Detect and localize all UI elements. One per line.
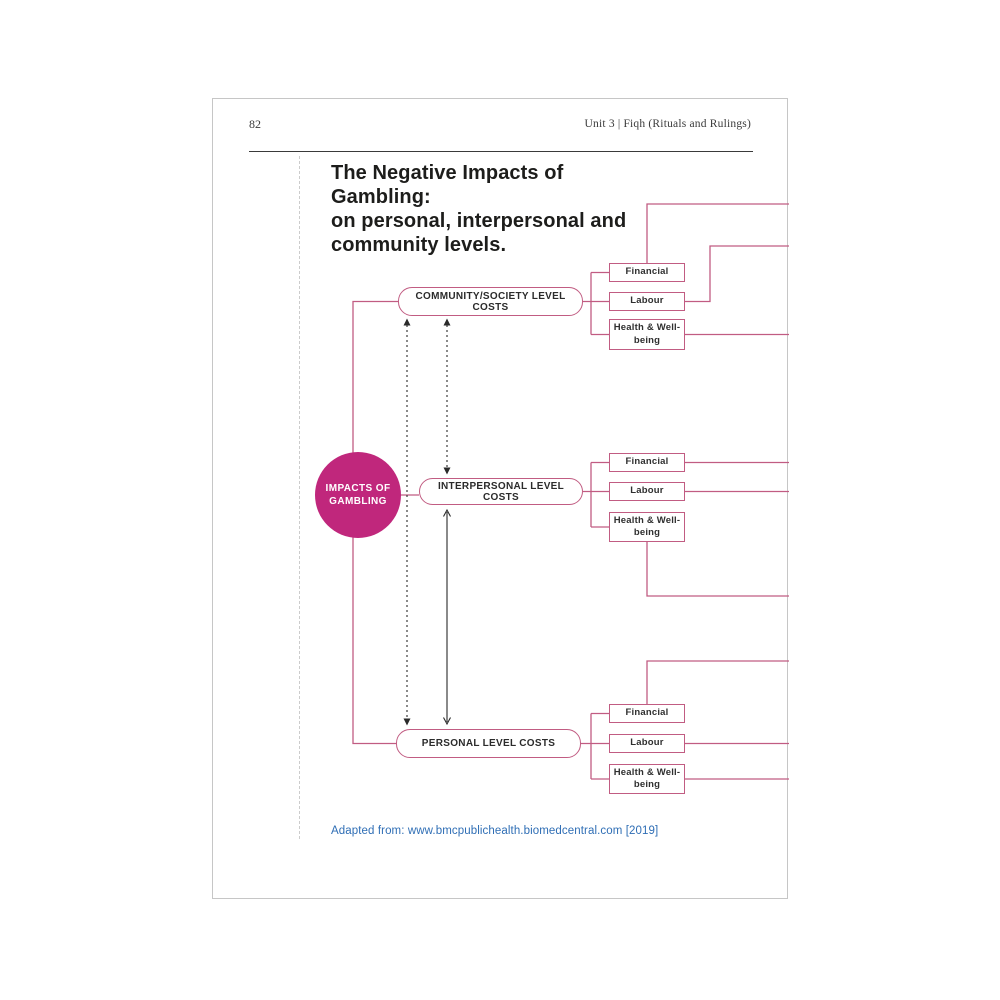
personal-labour-node [609, 734, 685, 753]
personal-level-label: PERSONAL LEVEL COSTS [421, 738, 556, 749]
figure-title-line: The Negative Impacts of Gambling: [331, 162, 564, 208]
header-section: Unit 3 | Fiqh (Rituals and Rulings) [584, 118, 751, 130]
document-page [212, 98, 788, 899]
community-labour-label: Labour [630, 295, 664, 307]
page-number: 82 [249, 117, 261, 131]
figure-title-line: community levels. [331, 234, 507, 256]
interpersonal-financial-label: Financial [625, 456, 669, 468]
community-level-label: COMMUNITY/SOCIETY LEVEL COSTS [415, 290, 566, 313]
interpersonal-financial-node [609, 453, 685, 472]
interpersonal-health-wellbeing-node [609, 512, 685, 542]
interpersonal-level-label: INTERPERSONAL LEVEL COSTS [437, 480, 565, 503]
personal-financial-label: Financial [625, 707, 669, 719]
interpersonal-level-node [419, 478, 583, 505]
impacts-of-gambling-node [315, 452, 401, 538]
community-health-wellbeing-label: Health & Well-being [613, 322, 681, 346]
interpersonal-labour-node [609, 482, 685, 501]
community-labour-node [609, 292, 685, 311]
dashed-arrow-community-interpersonal [444, 319, 451, 475]
dashed-arrow-community-personal [404, 319, 411, 726]
personal-financial-node [609, 704, 685, 723]
community-financial-label: Financial [625, 266, 669, 278]
personal-health-wellbeing-label: Health & Well-being [613, 766, 681, 790]
solid-arrow-interpersonal-personal [444, 510, 451, 724]
community-financial-node [609, 263, 685, 282]
interpersonal-health-wellbeing-label: Health & Well-being [613, 514, 681, 538]
interpersonal-labour-label: Labour [630, 485, 664, 497]
source-link[interactable]: Adapted from: www.bmcpublichealth.biomedcentral.com [2019] [331, 825, 659, 837]
personal-labour-label: Labour [630, 737, 664, 749]
personal-level-node [396, 729, 581, 758]
impacts-of-gambling-label: IMPACTS OF GAMBLING [325, 483, 391, 507]
community-level-node [398, 287, 583, 316]
figure-title-line: on personal, interpersonal and [331, 210, 627, 232]
personal-health-wellbeing-node [609, 764, 685, 794]
community-health-wellbeing-node [609, 319, 685, 350]
